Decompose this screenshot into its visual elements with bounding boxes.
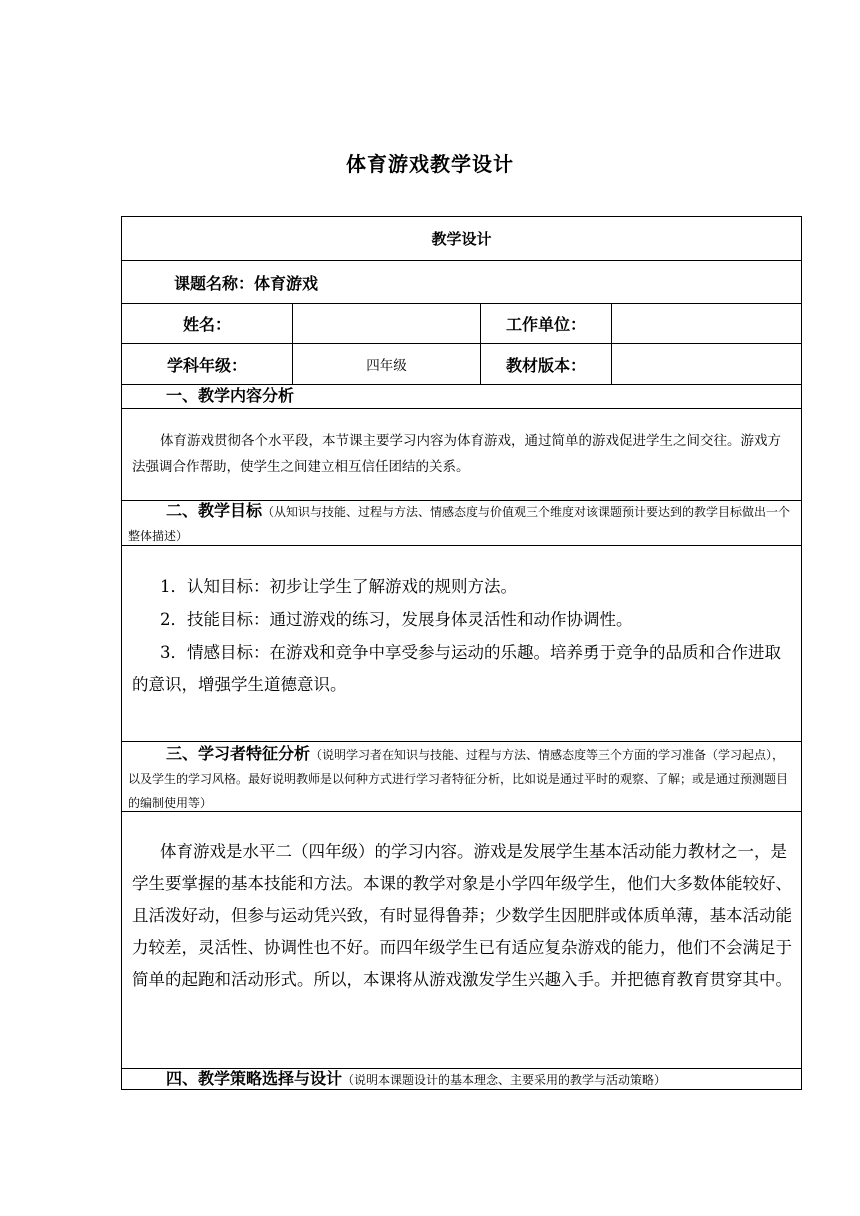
name-unit-row	[122, 303, 801, 343]
section1-text: 体育游戏贯彻各个水平段，本节课主要学习内容为体育游戏，通过简单的游戏促进学生之间交往。游戏方法强调合作帮助，使学生之间建立相互信任团结的关系。	[132, 433, 781, 475]
section3-note: （说明学习者在知识与技能、过程与方法、情感态度等三个方面的学习准备（学习起点），以及学生的学习风格。最好说明教师是以何种方式进行学习者特征分析，比如说是通过平时的观察、了解；或是通过预测题目的编制使用等）	[128, 748, 789, 810]
goal-item-3: 3．情感目标：在游戏和竞争中享受参与运动的乐趣。培养勇于竞争的品质和合作进取的意识，增强学生道德意识。	[132, 643, 781, 694]
section4-heading-wrap	[128, 1067, 795, 1092]
course-field	[174, 261, 318, 303]
section1-body-row	[122, 408, 801, 500]
name-label: 姓名：	[182, 315, 231, 334]
section2-body-row	[122, 545, 801, 741]
goal-item-1: 1．认知目标：初步让学生了解游戏的规则方法。	[160, 577, 517, 596]
section2-heading: 二、教学目标	[166, 501, 263, 520]
section1-heading: 一、教学内容分析	[166, 386, 295, 405]
section3-heading-row	[122, 741, 801, 811]
design-table	[121, 216, 802, 1090]
document-title: 体育游戏教学设计	[346, 152, 514, 176]
section1-heading-row	[122, 384, 801, 408]
table-header: 教学设计	[431, 230, 492, 248]
section4-note: （说明本课题设计的基本理念、主要采用的教学与活动策略）	[342, 1073, 667, 1087]
section3-body-row	[122, 811, 801, 1068]
goal-item-2: 2．技能目标：通过游戏的练习，发展身体灵活性和动作协调性。	[160, 610, 633, 629]
name-value	[293, 304, 480, 343]
section3-heading-wrap	[128, 742, 795, 815]
grade-textbook-row	[122, 343, 801, 384]
course-label: 课题名称：	[174, 273, 255, 293]
unit-label: 工作单位：	[505, 315, 586, 334]
section3-heading: 三、学习者特征分析	[166, 744, 311, 763]
section4-heading: 四、教学策略选择与设计	[166, 1069, 343, 1088]
section2-heading-row	[122, 500, 801, 545]
course-row	[122, 260, 801, 303]
grade-value: 四年级	[366, 358, 407, 374]
unit-value	[612, 304, 802, 343]
grade-label: 学科年级：	[166, 355, 247, 375]
section2-heading-wrap	[128, 499, 795, 548]
section2-note: （从知识与技能、过程与方法、情感态度与价值观三个维度对该课题预计要达到的教学目标做出一个整体描述）	[128, 505, 791, 543]
section4-heading-row	[122, 1068, 801, 1091]
textbook-value	[612, 344, 802, 384]
section1-heading-wrap	[128, 384, 795, 409]
course-value: 体育游戏	[254, 273, 319, 293]
table-header-row	[122, 217, 801, 260]
section3-text: 体育游戏是水平二（四年级）的学习内容。游戏是发展学生基本活动能力教材之一，是学生要掌握的基本技能和方法。本课的教学对象是小学四年级学生，他们大多数体能较好、且活泼好动，但参与运动凭兴致，有时显得鲁莽；少数学生因肥胖或体质单薄，基本活动能力较差，灵活性、协调性也不好。而四年级学生已有适应复杂游戏的能力，他们不会满足于简单的起跑和活动形式。所以，本课将从游戏激发学生兴趣入手。并把德育教育贯穿其中。	[132, 842, 792, 989]
textbook-label: 教材版本：	[505, 355, 586, 375]
